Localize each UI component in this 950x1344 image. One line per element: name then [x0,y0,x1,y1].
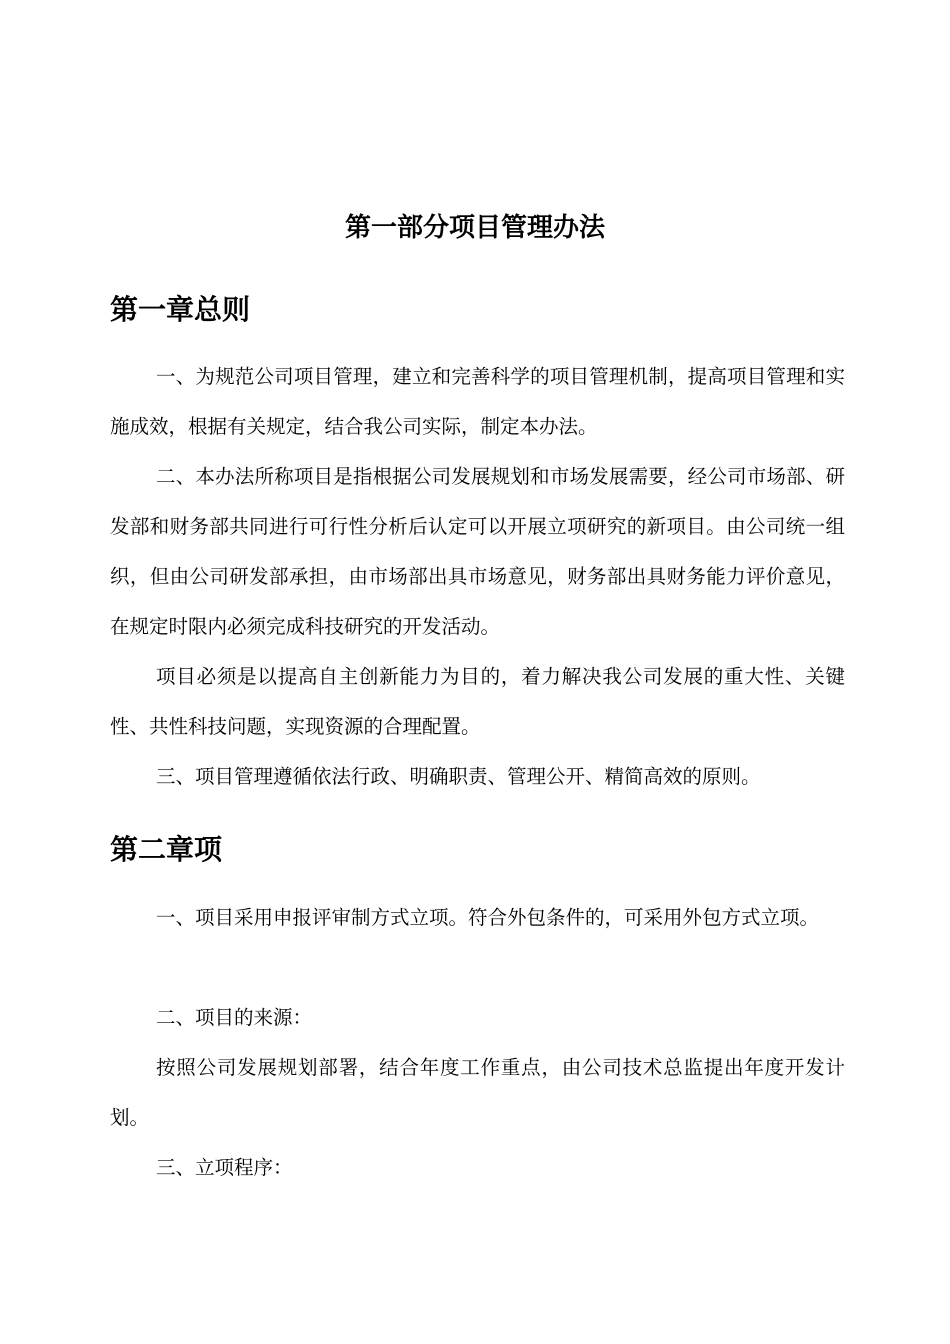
chapter-heading-1: 第一章总则 [110,293,251,326]
paragraph-ch2-3: 按照公司发展规划部署，结合年度工作重点，由公司技术总监提出年度开发计划。 [110,1056,845,1129]
paragraph-ch1-2: 二、本办法所称项目是指根据公司发展规划和市场发展需要，经公司市场部、研发部和财务部共同进行可行性分析后认定可以开展立项研究的新项目。由公司统一组织，但由公司研发部承担，由市场部出具市场意见，财务部出具财务能力评价意见，在规定时限内必须完成科技研究的开发活动。 [110,465,845,638]
paragraph-ch2-4: 三、立项程序： [156,1156,293,1179]
paragraph-ch2-1: 一、项目采用申报评审制方式立项。符合外包条件的，可采用外包方式立项。 [156,906,820,929]
paragraph-ch1-4: 三、项目管理遵循依法行政、明确职责、管理公开、精简高效的原则。 [156,765,761,788]
document-title: 第一部分项目管理办法 [344,213,605,243]
paragraph-ch1-1: 一、为规范公司项目管理，建立和完善科学的项目管理机制，提高项目管理和实施成效，根据有关规定，结合我公司实际，制定本办法。 [110,365,845,438]
chapter-heading-2: 第二章项 [110,833,223,866]
paragraph-ch1-3: 项目必须是以提高自主创新能力为目的，着力解决我公司发展的重大性、关键性、共性科技问题，实现资源的合理配置。 [110,665,845,738]
paragraph-ch2-2: 二、项目的来源： [156,1006,313,1029]
